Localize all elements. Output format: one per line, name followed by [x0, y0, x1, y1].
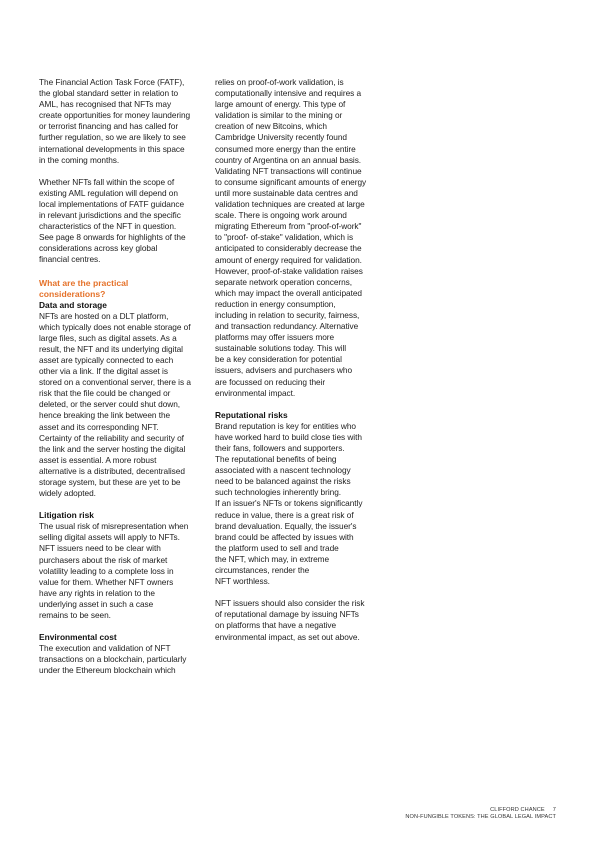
text-line: or terrorist financing and has called for: [39, 121, 179, 132]
text-line: separate network operation concerns,: [215, 276, 353, 287]
text-line: to consume significant amounts of energy: [215, 176, 367, 187]
text-line: are focussed on reducing their: [215, 376, 326, 387]
text-line: alternative is a distributed, decentralised: [39, 465, 185, 476]
litigation-heading: Litigation risk: [39, 510, 94, 521]
text-line: What are the practical: [39, 277, 129, 288]
right-column: [215, 77, 379, 643]
text-line: consumed more energy than the entire: [215, 143, 356, 154]
text-line: local implementations of FATF guidance: [39, 198, 185, 209]
text-line: stored on a conventional server, there is a: [39, 377, 191, 388]
text-line: the platform used to sell and trade: [215, 542, 339, 553]
text-line: transactions on a blockchain, particularly: [39, 654, 187, 665]
text-line: The usual risk of misrepresentation when: [39, 521, 189, 532]
text-line: considerations?: [39, 288, 106, 299]
text-line: NFT issuers should also consider the risk: [215, 598, 365, 609]
text-line: the NFT, which may, in extreme: [215, 553, 330, 564]
text-line: which may impact the overall anticipated: [215, 287, 362, 298]
text-line: purchasers about the risk of market: [39, 554, 168, 565]
text-line: under the Ethereum blockchain which: [39, 665, 176, 676]
page-number: 7: [552, 807, 556, 813]
text-line: asset is essential. A more robust: [39, 454, 157, 465]
text-line: such technologies inherently bring.: [215, 487, 342, 498]
text-line: other via a link. If the digital asset is: [39, 366, 168, 377]
text-line: storage system, but these are yet to be: [39, 477, 181, 487]
text-line: The execution and validation of NFT: [39, 643, 171, 654]
data-storage-paragraph: [39, 311, 203, 500]
text-line: value for them. Whether NFT owners: [39, 576, 174, 587]
text-line: computationally intensive and requires a: [215, 88, 362, 99]
text-line: Validating NFT transactions will continue: [215, 165, 362, 176]
text-line: in relevant jurisdictions and the specific: [39, 210, 181, 221]
text-line: brand could be affected by issues with: [215, 531, 354, 542]
text-line: need to be balanced against the risks: [215, 476, 351, 487]
text-line: large amount of energy. This type of: [215, 99, 346, 110]
text-line: brand devaluation. Equally, the issuer's: [215, 520, 357, 531]
text-line: large files, such as digital assets. As a: [39, 332, 177, 343]
text-line: The reputational benefits of being: [215, 454, 337, 465]
text-line: If an issuer's NFTs or tokens significantly: [215, 498, 363, 509]
text-line: result, the NFT and its underlying digital: [39, 343, 183, 354]
text-line: deleted, or the server could shut down,: [39, 399, 181, 410]
text-line: NFT issuers need to be clear with: [39, 543, 161, 554]
text-line: anticipated to considerably decrease the: [215, 243, 362, 254]
text-line: However, proof-of-stake validation raises: [215, 265, 363, 276]
reputational-paragraph: [215, 421, 379, 587]
page-footer: [405, 807, 556, 821]
text-line: Brand reputation is key for entities who: [215, 420, 356, 431]
footer-title: NON-FUNGIBLE TOKENS: THE GLOBAL LEGAL IMPACT: [405, 814, 556, 821]
text-line: widely adopted.: [39, 488, 96, 499]
text-line: the link and the server hosting the digital: [39, 443, 186, 454]
text-line: environmental impact, as set out above.: [215, 631, 360, 642]
text-line: which typically does not enable storage of: [39, 321, 191, 332]
text-line: sustainable solutions today. This will: [215, 343, 347, 354]
text-line: reduction in energy consumption,: [215, 298, 336, 309]
text-line: financial centres.: [39, 254, 101, 265]
reputational-heading: Reputational risks: [215, 409, 288, 420]
text-line: selling digital assets will apply to NFTs.: [39, 532, 180, 543]
text-line: considerations across key global: [39, 243, 158, 254]
text-line: NFTs are hosted on a DLT platform,: [39, 310, 169, 321]
text-line: their fans, followers and supporters.: [215, 443, 345, 453]
text-line: volatility leading to a complete loss in: [39, 565, 174, 576]
left-column: [39, 77, 203, 677]
text-line: platforms may offer issuers more: [215, 332, 335, 343]
fatf-paragraph: [39, 77, 203, 166]
text-line: on platforms that have a negative: [215, 620, 337, 631]
text-line: further regulation, so we are likely to see: [39, 132, 186, 143]
text-line: characteristics of the NFT in question.: [39, 221, 177, 232]
text-line: relies on proof-of-work validation, is: [215, 77, 344, 87]
text-line: be a key consideration for potential: [215, 354, 342, 365]
text-line: underlying asset in such a case: [39, 598, 154, 609]
text-line: risk that the file could be changed or: [39, 388, 171, 399]
text-line: migrating Ethereum from "proof-of-work": [215, 221, 362, 232]
aml-scope-paragraph: [39, 177, 203, 266]
data-storage-heading: Data and storage: [39, 299, 107, 310]
text-line: amount of energy required for validation.: [215, 254, 362, 265]
text-line: asset are typically connected to each: [39, 354, 174, 365]
text-line: country of Argentina on an annual basis.: [215, 154, 362, 165]
text-line: validation techniques are created at large: [215, 199, 365, 210]
environmental-continued-paragraph: [215, 77, 379, 399]
text-line: See page 8 onwards for highlights of the: [39, 232, 186, 243]
text-line: have any rights in relation to the: [39, 587, 155, 598]
text-line: asset and its corresponding NFT.: [39, 421, 159, 432]
text-line: to "proof- of-stake" validation, which is: [215, 232, 354, 243]
text-line: Whether NFTs fall within the scope of: [39, 176, 175, 187]
text-line: hence breaking the link between the: [39, 410, 171, 421]
section-heading: [39, 278, 203, 300]
text-line: and transaction redundancy. Alternative: [215, 321, 359, 332]
litigation-paragraph: [39, 521, 203, 621]
text-line: Certainty of the reliability and security of: [39, 432, 184, 443]
text-line: AML, has recognised that NFTs may: [39, 99, 172, 110]
text-line: of reputational damage by issuing NFTs: [215, 609, 359, 620]
text-line: scale. There is ongoing work around: [215, 210, 347, 221]
environmental-paragraph: [39, 643, 203, 676]
text-line: Cambridge University recently found: [215, 132, 347, 143]
text-line: reduce in value, there is a great risk of: [215, 509, 354, 520]
text-line: have worked hard to build close ties with: [215, 431, 362, 442]
text-line: issuers, advisers and purchasers who: [215, 365, 353, 376]
text-line: The Financial Action Task Force (FATF),: [39, 77, 185, 87]
text-line: environmental impact.: [215, 387, 296, 398]
text-line: including in relation to security, fairness,: [215, 309, 360, 320]
text-line: creation of new Bitcoins, which: [215, 121, 327, 132]
footer-firm: CLIFFORD CHANCE: [490, 807, 545, 813]
text-line: until more sustainable data centres and: [215, 187, 358, 198]
text-line: validation is similar to the mining or: [215, 110, 343, 121]
text-line: NFT worthless.: [215, 576, 270, 587]
text-line: in the coming months.: [39, 154, 120, 165]
text-line: circumstances, render the: [215, 565, 310, 576]
reputational-paragraph-2: [215, 598, 379, 642]
text-line: international developments in this space: [39, 143, 185, 154]
text-line: create opportunities for money laundering: [39, 110, 191, 121]
text-line: associated with a nascent technology: [215, 465, 351, 476]
environmental-heading: Environmental cost: [39, 632, 117, 643]
footer-line-1: [405, 807, 556, 814]
text-line: the global standard setter in relation to: [39, 88, 179, 99]
text-line: existing AML regulation will depend on: [39, 187, 178, 198]
text-line: remains to be seen.: [39, 610, 111, 621]
